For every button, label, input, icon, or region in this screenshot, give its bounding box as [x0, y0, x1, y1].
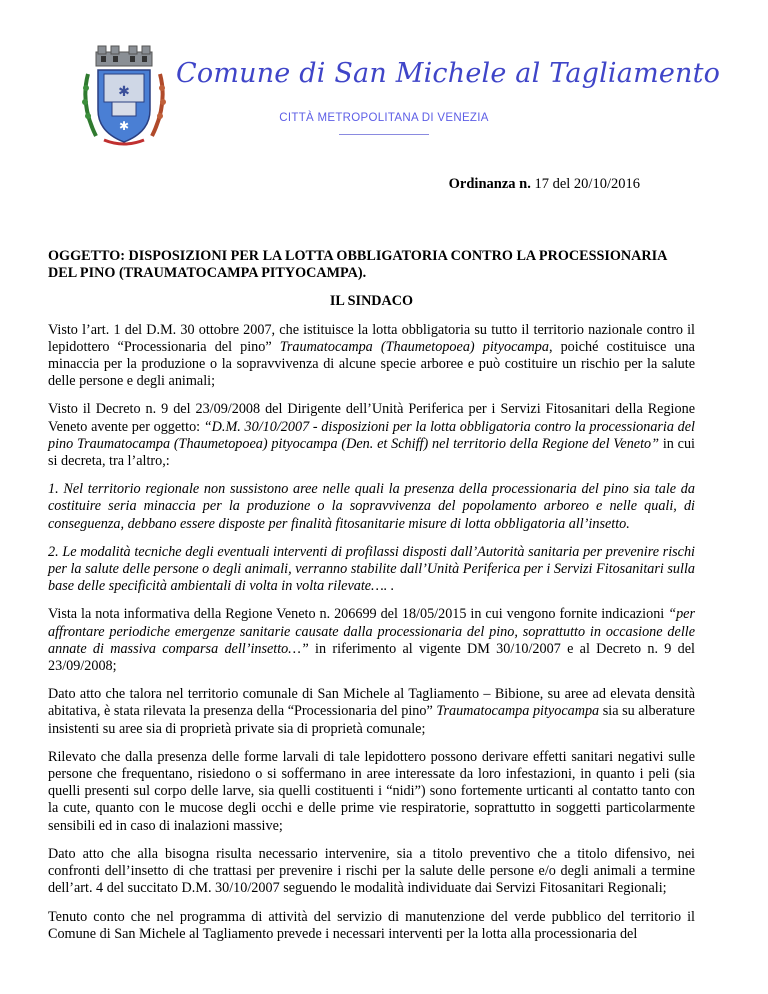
subject-label: OGGETTO — [48, 248, 121, 264]
subject-text: : DISPOSIZIONI PER LA LOTTA OBBLIGATORIA CONTRO LA PROCESSIONARIA DEL PINO (TRAUMATOCAMPA PITYOCAMPA). — [48, 248, 667, 282]
ordinance-label: Ordinanza n. — [448, 176, 531, 192]
section-heading: IL SINDACO — [329, 293, 414, 310]
municipal-crest-icon — [74, 44, 174, 150]
metropolitan-city-subtitle: CITTÀ METROPOLITANA DI VENEZIA — [279, 112, 489, 124]
paragraph-text: in riferimento al vigente DM 30/10/2007 e al Decreto n. 9 del 23/09/2008; — [48, 640, 695, 675]
paragraph-text: Vista la nota informativa della Regione Veneto n. 206699 del 18/05/2015 in cui vengono fornite indicazioni — [48, 606, 669, 623]
ordinance-number-date: 17 del 20/10/2016 — [530, 176, 640, 192]
quoted-text: 1. Nel territorio regionale non sussistono aree nelle quali la presenza della processionaria del pino sia tale da costituire seria minaccia per la produzione o la sopravvivenza del popolamento arboreo e nelle quali, di conseguenza, debbano essere disposte per finalità fitosanitarie misure di lotta obbligatoria all’insetto. — [48, 481, 695, 532]
paragraph — [48, 606, 695, 675]
subject-line — [48, 248, 695, 282]
svg-text:✱: ✱ — [118, 84, 130, 100]
species-name: Traumatocampa pityocampa — [436, 703, 600, 720]
quoted-text: “per affrontare periodiche emergenze sanitarie causate dalla processionaria del pino, soprattutto in occasione delle annate di massiva comparsa dell’insetto…” — [48, 606, 695, 657]
paragraph-text: in cui si decreta, tra l’altro,: — [48, 435, 695, 470]
paragraph-text: sia su alberature insistenti su aree sia di proprietà private sia di proprietà comunale; — [48, 703, 695, 737]
paragraph — [48, 401, 695, 470]
document-body — [48, 248, 695, 954]
decree-point-1 — [48, 481, 695, 533]
quoted-text: 2. Le modalità tecniche degli eventuali interventi di profilassi disposti dall’Autorità sanitaria per prevenire rischi per la salute delle persone o degli animali, verranno stabilite dall’Unità Periferica per i Servizi Fitosanitari sulla base delle specificità ambientali di volta in volta rilevate…. . — [48, 543, 695, 595]
ordinance-number — [0, 176, 640, 193]
letterhead — [0, 0, 768, 160]
paragraph-text: Dato atto che talora nel territorio comunale di San Michele al Tagliamento – Bibione, su aree ad elevata densità abitativa, è stata rilevata la presenza della “Processionaria del pino” — [48, 686, 695, 720]
decree-point-2 — [48, 544, 695, 596]
paragraph-text: , poiché costituisce una minaccia per la produzione o la sopravvivenza di alcune specie arboree e può costituire un rischio per la salute delle persone e degli animali; — [48, 338, 695, 390]
paragraph: Rilevato che dalla presenza delle forme larvali di tale lepidottero possono derivare effetti sanitari negativi sulle persone che frequentano, risiedono o si soffermano in aree interessate da loro infestazioni, in quanto i peli (sia quelli presenti sul corpo delle larve, sia quelli costituenti i “nidi”) sono fortemente urticanti al contatto tanto con la cute, quanto con le mucose degli occhi e delle prime vie respiratorie, soprattutto in soggetti particolarmente sensibili ed in caso di inalazioni massive; — [48, 748, 695, 834]
species-name: Traumatocampa (Thaumetopoea) pityocampa — [279, 338, 549, 355]
svg-text:✱: ✱ — [118, 119, 130, 133]
header-divider — [339, 134, 429, 135]
paragraph-text: Visto l’art. 1 del D.M. 30 ottobre 2007, che istituisce la lotta obbligatoria su tutto il territorio nazionale contro il lepidottero “Processionaria del pino” — [48, 321, 695, 355]
municipality-title: Comune di San Michele al Tagliamento — [176, 58, 721, 89]
paragraph — [48, 322, 695, 391]
paragraph: Dato atto che alla bisogna risulta necessario intervenire, sia a titolo preventivo che a titolo difensivo, nei confronti dell’insetto di che trattasi per prevenire i rischi per la salute delle persone e/o degli animali a termine dell’art. 4 del succitato D.M. 30/10/2007 seguendo le modalità individuate dai Servizi Fitosanitari Regionali; — [48, 845, 695, 897]
paragraph: Tenuto conto che nel programma di attività del servizio di manutenzione del verde pubblico del territorio il Comune di San Michele al Tagliamento prevede i necessari interventi per la lotta alla processionaria del — [48, 908, 695, 942]
paragraph — [48, 686, 695, 738]
decree-title: “D.M. 30/10/2007 - disposizioni per la lotta obbligatoria contro la processionaria del pino Traumatocampa (Thaumetopoea) pityocampa (Den. et Schiff) nel territorio della Regione del Veneto” — [48, 418, 695, 452]
paragraph-text: Visto il Decreto n. 9 del 23/09/2008 del Dirigente dell’Unità Periferica per i Servizi Fitosanitari della Regione Veneto avente per oggetto: — [48, 401, 695, 435]
